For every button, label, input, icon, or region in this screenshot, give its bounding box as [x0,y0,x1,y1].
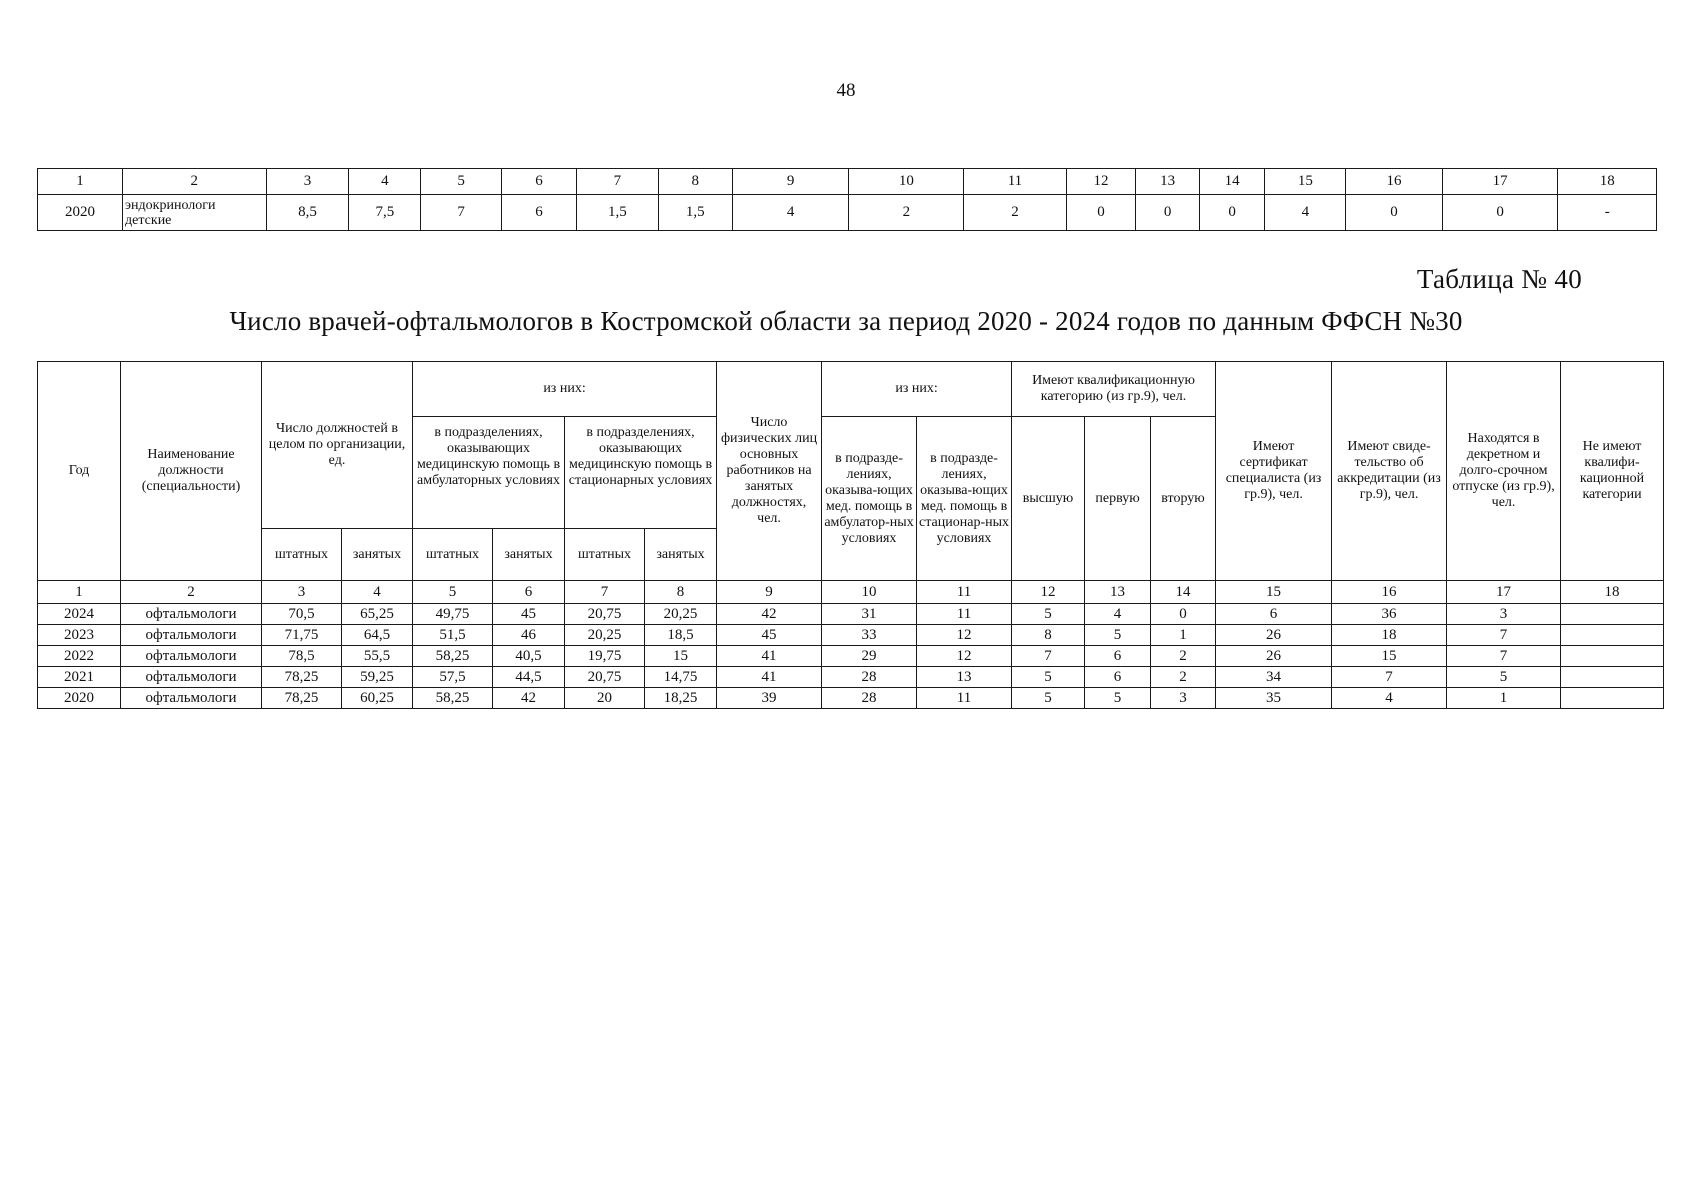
header-indiv-inpatient: в подразде-лениях, оказыва-ющих мед. помощь в стационар-ных условиях [917,417,1012,581]
header-qualification: Имеют квалификационную категорию (из гр.9), чел. [1012,362,1216,417]
value-cell: 19,75 [565,646,645,667]
header-first: первую [1085,417,1151,581]
column-number-cell: 17 [1442,169,1558,195]
column-number-cell: 18 [1561,581,1664,604]
value-cell: 78,25 [262,667,342,688]
value-cell: 59,25 [342,667,413,688]
column-number-cell: 9 [717,581,822,604]
value-cell: 64,5 [342,625,413,646]
header-staff: штатных [262,529,342,581]
column-number-cell: 8 [658,169,732,195]
value-cell: 58,25 [413,646,493,667]
header-occupied: занятых [493,529,565,581]
table-row [38,667,1664,688]
year-cell: 2024 [38,604,121,625]
value-cell: 49,75 [413,604,493,625]
value-cell: 7,5 [349,195,421,231]
column-number-cell: 15 [1216,581,1332,604]
value-cell: 42 [493,688,565,709]
value-cell: 26 [1216,646,1332,667]
value-cell: 78,5 [262,646,342,667]
value-cell: 0 [1066,195,1136,231]
column-number-cell: 4 [349,169,421,195]
header-occupied: занятых [645,529,717,581]
value-cell: 2 [1151,646,1216,667]
header-occupied: занятых [342,529,413,581]
value-cell: 6 [1085,646,1151,667]
value-cell: 6 [1085,667,1151,688]
value-cell: 71,75 [262,625,342,646]
value-cell: 46 [493,625,565,646]
header-of-them: из них: [822,362,1012,417]
value-cell: 55,5 [342,646,413,667]
value-cell: 1 [1151,625,1216,646]
value-cell: 20,75 [565,667,645,688]
value-cell: 11 [917,688,1012,709]
continued-table [37,168,1657,231]
ophthalmologists-table [37,361,1664,709]
year-cell: 2022 [38,646,121,667]
column-number-cell: 7 [576,169,658,195]
specialty-cell: офтальмологи [121,646,262,667]
year-cell: 2020 [38,688,121,709]
value-cell: 7 [1447,646,1561,667]
value-cell: 18 [1332,625,1447,646]
column-number-cell: 16 [1332,581,1447,604]
year-cell: 2021 [38,667,121,688]
column-number-cell: 11 [917,581,1012,604]
value-cell: 28 [822,688,917,709]
value-cell: 0 [1136,195,1200,231]
value-cell: 3 [1151,688,1216,709]
table-row [38,195,1657,231]
column-number-cell: 14 [1199,169,1265,195]
value-cell: 65,25 [342,604,413,625]
value-cell: 4 [732,195,849,231]
value-cell: 0 [1151,604,1216,625]
value-cell: - [1558,195,1657,231]
column-number-cell: 9 [732,169,849,195]
specialty-cell: эндокринологи детские [123,195,266,231]
year-cell: 2020 [38,195,123,231]
column-number-row [38,581,1664,604]
value-cell: 36 [1332,604,1447,625]
table-label: Таблица № 40 [1416,264,1582,294]
header-accreditation: Имеют свиде-тельство об аккредитации (из гр.9), чел. [1332,362,1447,581]
value-cell: 40,5 [493,646,565,667]
header-leave: Находятся в декретном и долго-срочном отпуске (из гр.9), чел. [1447,362,1561,581]
value-cell: 5 [1085,688,1151,709]
value-cell: 45 [493,604,565,625]
header-individuals: Число физических лиц основных работников на занятых должностях, чел. [717,362,822,581]
header-highest: высшую [1012,417,1085,581]
column-number-cell: 13 [1136,169,1200,195]
column-number-cell: 14 [1151,581,1216,604]
value-cell: 3 [1447,604,1561,625]
column-number-cell: 10 [849,169,964,195]
value-cell: 0 [1442,195,1558,231]
column-number-cell: 15 [1265,169,1346,195]
header-second: вторую [1151,417,1216,581]
value-cell: 51,5 [413,625,493,646]
value-cell: 42 [717,604,822,625]
value-cell: 1,5 [576,195,658,231]
value-cell: 33 [822,625,917,646]
column-number-cell: 12 [1066,169,1136,195]
column-number-cell: 7 [565,581,645,604]
column-number-cell: 12 [1012,581,1085,604]
value-cell: 7 [1447,625,1561,646]
value-cell: 12 [917,646,1012,667]
value-cell: 70,5 [262,604,342,625]
value-cell: 7 [421,195,502,231]
column-number-cell: 1 [38,581,121,604]
value-cell: 26 [1216,625,1332,646]
value-cell [1561,688,1664,709]
header-indiv-outpatient: в подразде-лениях, оказыва-ющих мед. помощь в амбулатор-ных условиях [822,417,917,581]
value-cell: 34 [1216,667,1332,688]
year-cell: 2023 [38,625,121,646]
header-staff: штатных [565,529,645,581]
value-cell: 20,25 [565,625,645,646]
header-staff: штатных [413,529,493,581]
value-cell: 2 [849,195,964,231]
value-cell: 44,5 [493,667,565,688]
value-cell: 7 [1332,667,1447,688]
value-cell [1561,604,1664,625]
value-cell [1561,667,1664,688]
value-cell: 4 [1265,195,1346,231]
page-number: 48 [836,80,856,101]
header-outpatient-units: в подразделениях, оказывающих медицинскую помощь в амбулаторных условиях [413,417,565,529]
value-cell: 7 [1012,646,1085,667]
header-year: Год [38,362,121,581]
value-cell: 0 [1199,195,1265,231]
value-cell: 39 [717,688,822,709]
value-cell: 29 [822,646,917,667]
value-cell: 8 [1012,625,1085,646]
value-cell: 0 [1346,195,1442,231]
value-cell: 11 [917,604,1012,625]
table-row [38,688,1664,709]
column-number-row [38,169,1657,195]
value-cell: 4 [1085,604,1151,625]
value-cell: 6 [502,195,577,231]
specialty-cell: офтальмологи [121,625,262,646]
value-cell: 5 [1447,667,1561,688]
value-cell: 4 [1332,688,1447,709]
value-cell: 14,75 [645,667,717,688]
column-number-cell: 2 [121,581,262,604]
value-cell: 41 [717,667,822,688]
header-position-name: Наименование должности (специальности) [121,362,262,581]
column-number-cell: 18 [1558,169,1657,195]
column-number-cell: 6 [493,581,565,604]
value-cell: 8,5 [266,195,349,231]
value-cell: 2 [964,195,1066,231]
value-cell: 31 [822,604,917,625]
specialty-cell: офтальмологи [121,688,262,709]
column-number-cell: 6 [502,169,577,195]
value-cell [1561,646,1664,667]
value-cell: 12 [917,625,1012,646]
value-cell: 78,25 [262,688,342,709]
value-cell: 57,5 [413,667,493,688]
value-cell [1561,625,1664,646]
column-number-cell: 17 [1447,581,1561,604]
value-cell: 5 [1012,667,1085,688]
value-cell: 13 [917,667,1012,688]
column-number-cell: 5 [421,169,502,195]
value-cell: 20 [565,688,645,709]
column-number-cell: 3 [262,581,342,604]
table-title: Число врачей-офтальмологов в Костромской области за период 2020 - 2024 годов по данным ФФСН №30 [229,306,1463,336]
value-cell: 35 [1216,688,1332,709]
value-cell: 5 [1012,604,1085,625]
value-cell: 5 [1012,688,1085,709]
value-cell: 2 [1151,667,1216,688]
value-cell: 15 [1332,646,1447,667]
value-cell: 1 [1447,688,1561,709]
column-number-cell: 10 [822,581,917,604]
header-no-category: Не имеют квалифи-кационной категории [1561,362,1664,581]
value-cell: 20,75 [565,604,645,625]
column-number-cell: 4 [342,581,413,604]
value-cell: 41 [717,646,822,667]
value-cell: 28 [822,667,917,688]
column-number-cell: 11 [964,169,1066,195]
table-row [38,646,1664,667]
value-cell: 45 [717,625,822,646]
column-number-cell: 5 [413,581,493,604]
value-cell: 20,25 [645,604,717,625]
value-cell: 6 [1216,604,1332,625]
value-cell: 58,25 [413,688,493,709]
column-number-cell: 13 [1085,581,1151,604]
value-cell: 60,25 [342,688,413,709]
column-number-cell: 16 [1346,169,1442,195]
table-row [38,625,1664,646]
value-cell: 5 [1085,625,1151,646]
column-number-cell: 3 [266,169,349,195]
header-inpatient-units: в подразделениях, оказывающих медицинскую помощь в стационарных условиях [565,417,717,529]
header-certificate: Имеют сертификат специалиста (из гр.9), чел. [1216,362,1332,581]
specialty-cell: офтальмологи [121,604,262,625]
table-row [38,604,1664,625]
header-positions-total: Число должностей в целом по организации, ед. [262,362,413,529]
column-number-cell: 2 [123,169,266,195]
column-number-cell: 8 [645,581,717,604]
value-cell: 18,25 [645,688,717,709]
header-of-them: из них: [413,362,717,417]
specialty-cell: офтальмологи [121,667,262,688]
value-cell: 1,5 [658,195,732,231]
column-number-cell: 1 [38,169,123,195]
value-cell: 18,5 [645,625,717,646]
value-cell: 15 [645,646,717,667]
